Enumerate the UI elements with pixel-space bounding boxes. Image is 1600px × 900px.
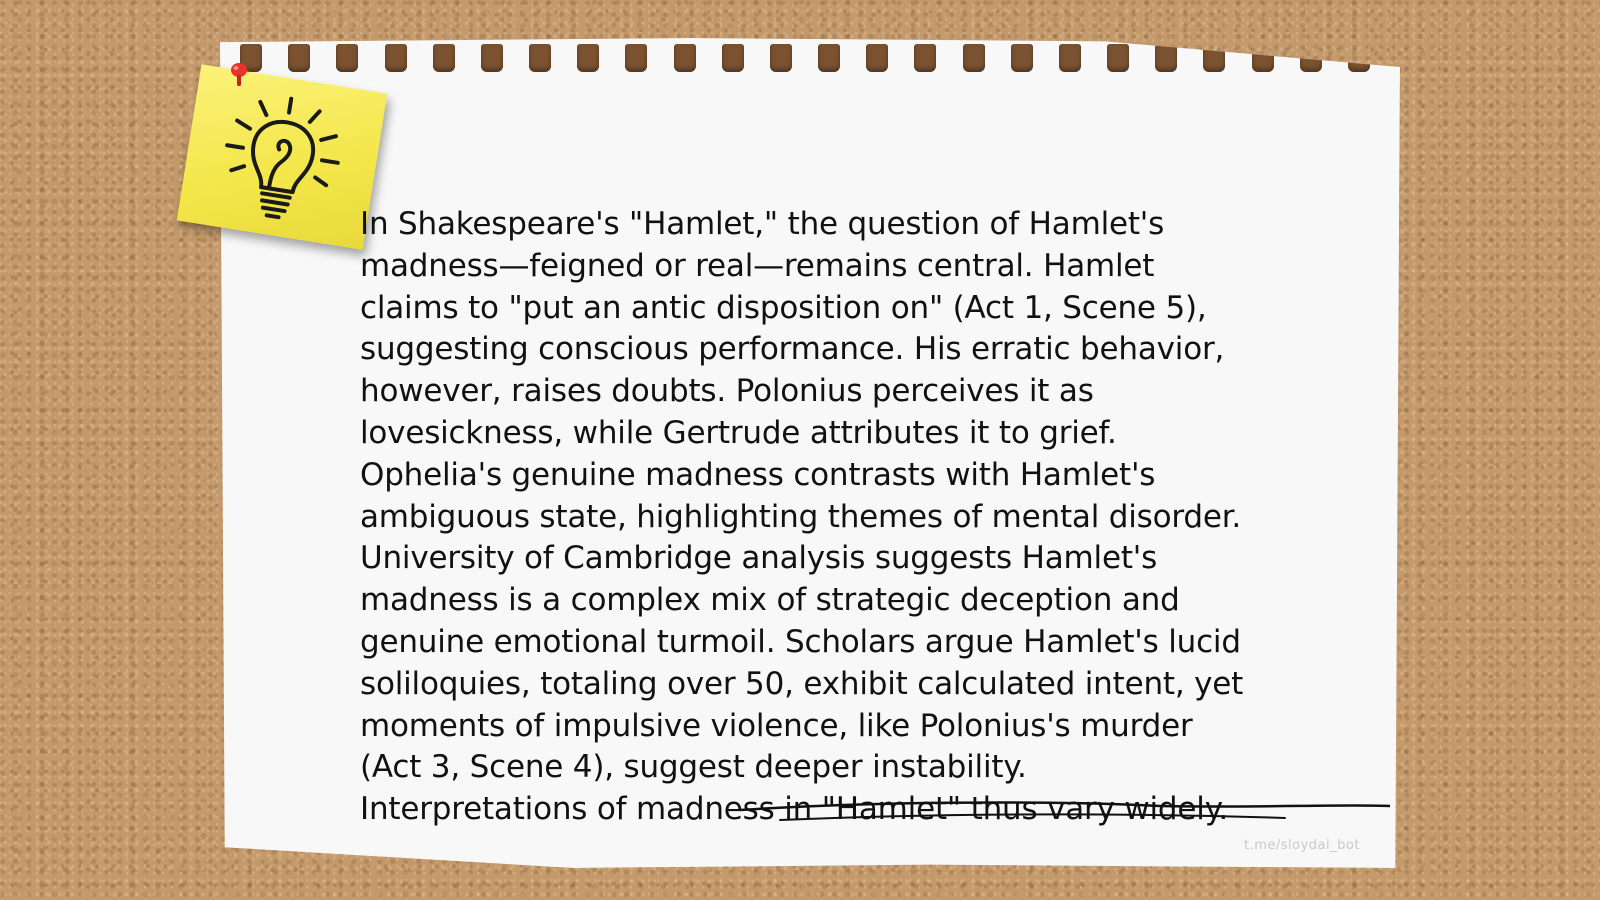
- paragraph-text: In Shakespeare's "Hamlet," the question of Hamlet's madness—feigned or real—remains central. Hamlet claims to "put an antic disposition on" (Act 1, Scene 5), suggesting conscious performance. His erratic behavior, however, raises doubts. Polonius perceives it as lovesickness, while Gertrude attributes it to grief. Ophelia's genuine madness contrasts with Hamlet's ambiguous state, highlighting themes of mental disorder. University of Cambridge analysis suggests Hamlet's madness is a complex mix of strategic deception and genuine emotional turmoil. Scholars argue Hamlet's lucid soliloquies, totaling over 50, exhibit calculated intent, yet moments of impulsive violence, like Polonius's murder (Act 3, Scene 4), suggest deeper instability. Interpretations of madness in "Hamlet" thus vary widely.: [360, 206, 1244, 828]
- lightbulb-icon: [213, 83, 352, 230]
- binder-hole: [770, 44, 792, 72]
- binder-hole: [1107, 44, 1129, 72]
- watermark: t.me/sloydai_bot: [1244, 838, 1360, 853]
- sticky-note: [177, 64, 387, 249]
- binder-hole: [1011, 44, 1033, 72]
- binder-hole: [963, 44, 985, 72]
- binder-hole: [1300, 44, 1322, 72]
- binder-hole: [1059, 44, 1081, 72]
- binder-hole: [481, 44, 503, 72]
- binder-holes: [240, 44, 1370, 72]
- binder-hole: [1203, 44, 1225, 72]
- binder-hole: [288, 44, 310, 72]
- binder-hole: [529, 44, 551, 72]
- binder-hole: [433, 44, 455, 72]
- binder-hole: [866, 44, 888, 72]
- binder-hole: [1348, 44, 1370, 72]
- binder-hole: [385, 44, 407, 72]
- binder-hole: [577, 44, 599, 72]
- binder-hole: [1155, 44, 1177, 72]
- binder-hole: [914, 44, 936, 72]
- binder-hole: [818, 44, 840, 72]
- binder-hole: [1252, 44, 1274, 72]
- binder-hole: [722, 44, 744, 72]
- binder-hole: [336, 44, 358, 72]
- scribble-lines: [740, 800, 1390, 840]
- binder-hole: [625, 44, 647, 72]
- pushpin-icon: [229, 62, 249, 88]
- binder-hole: [674, 44, 696, 72]
